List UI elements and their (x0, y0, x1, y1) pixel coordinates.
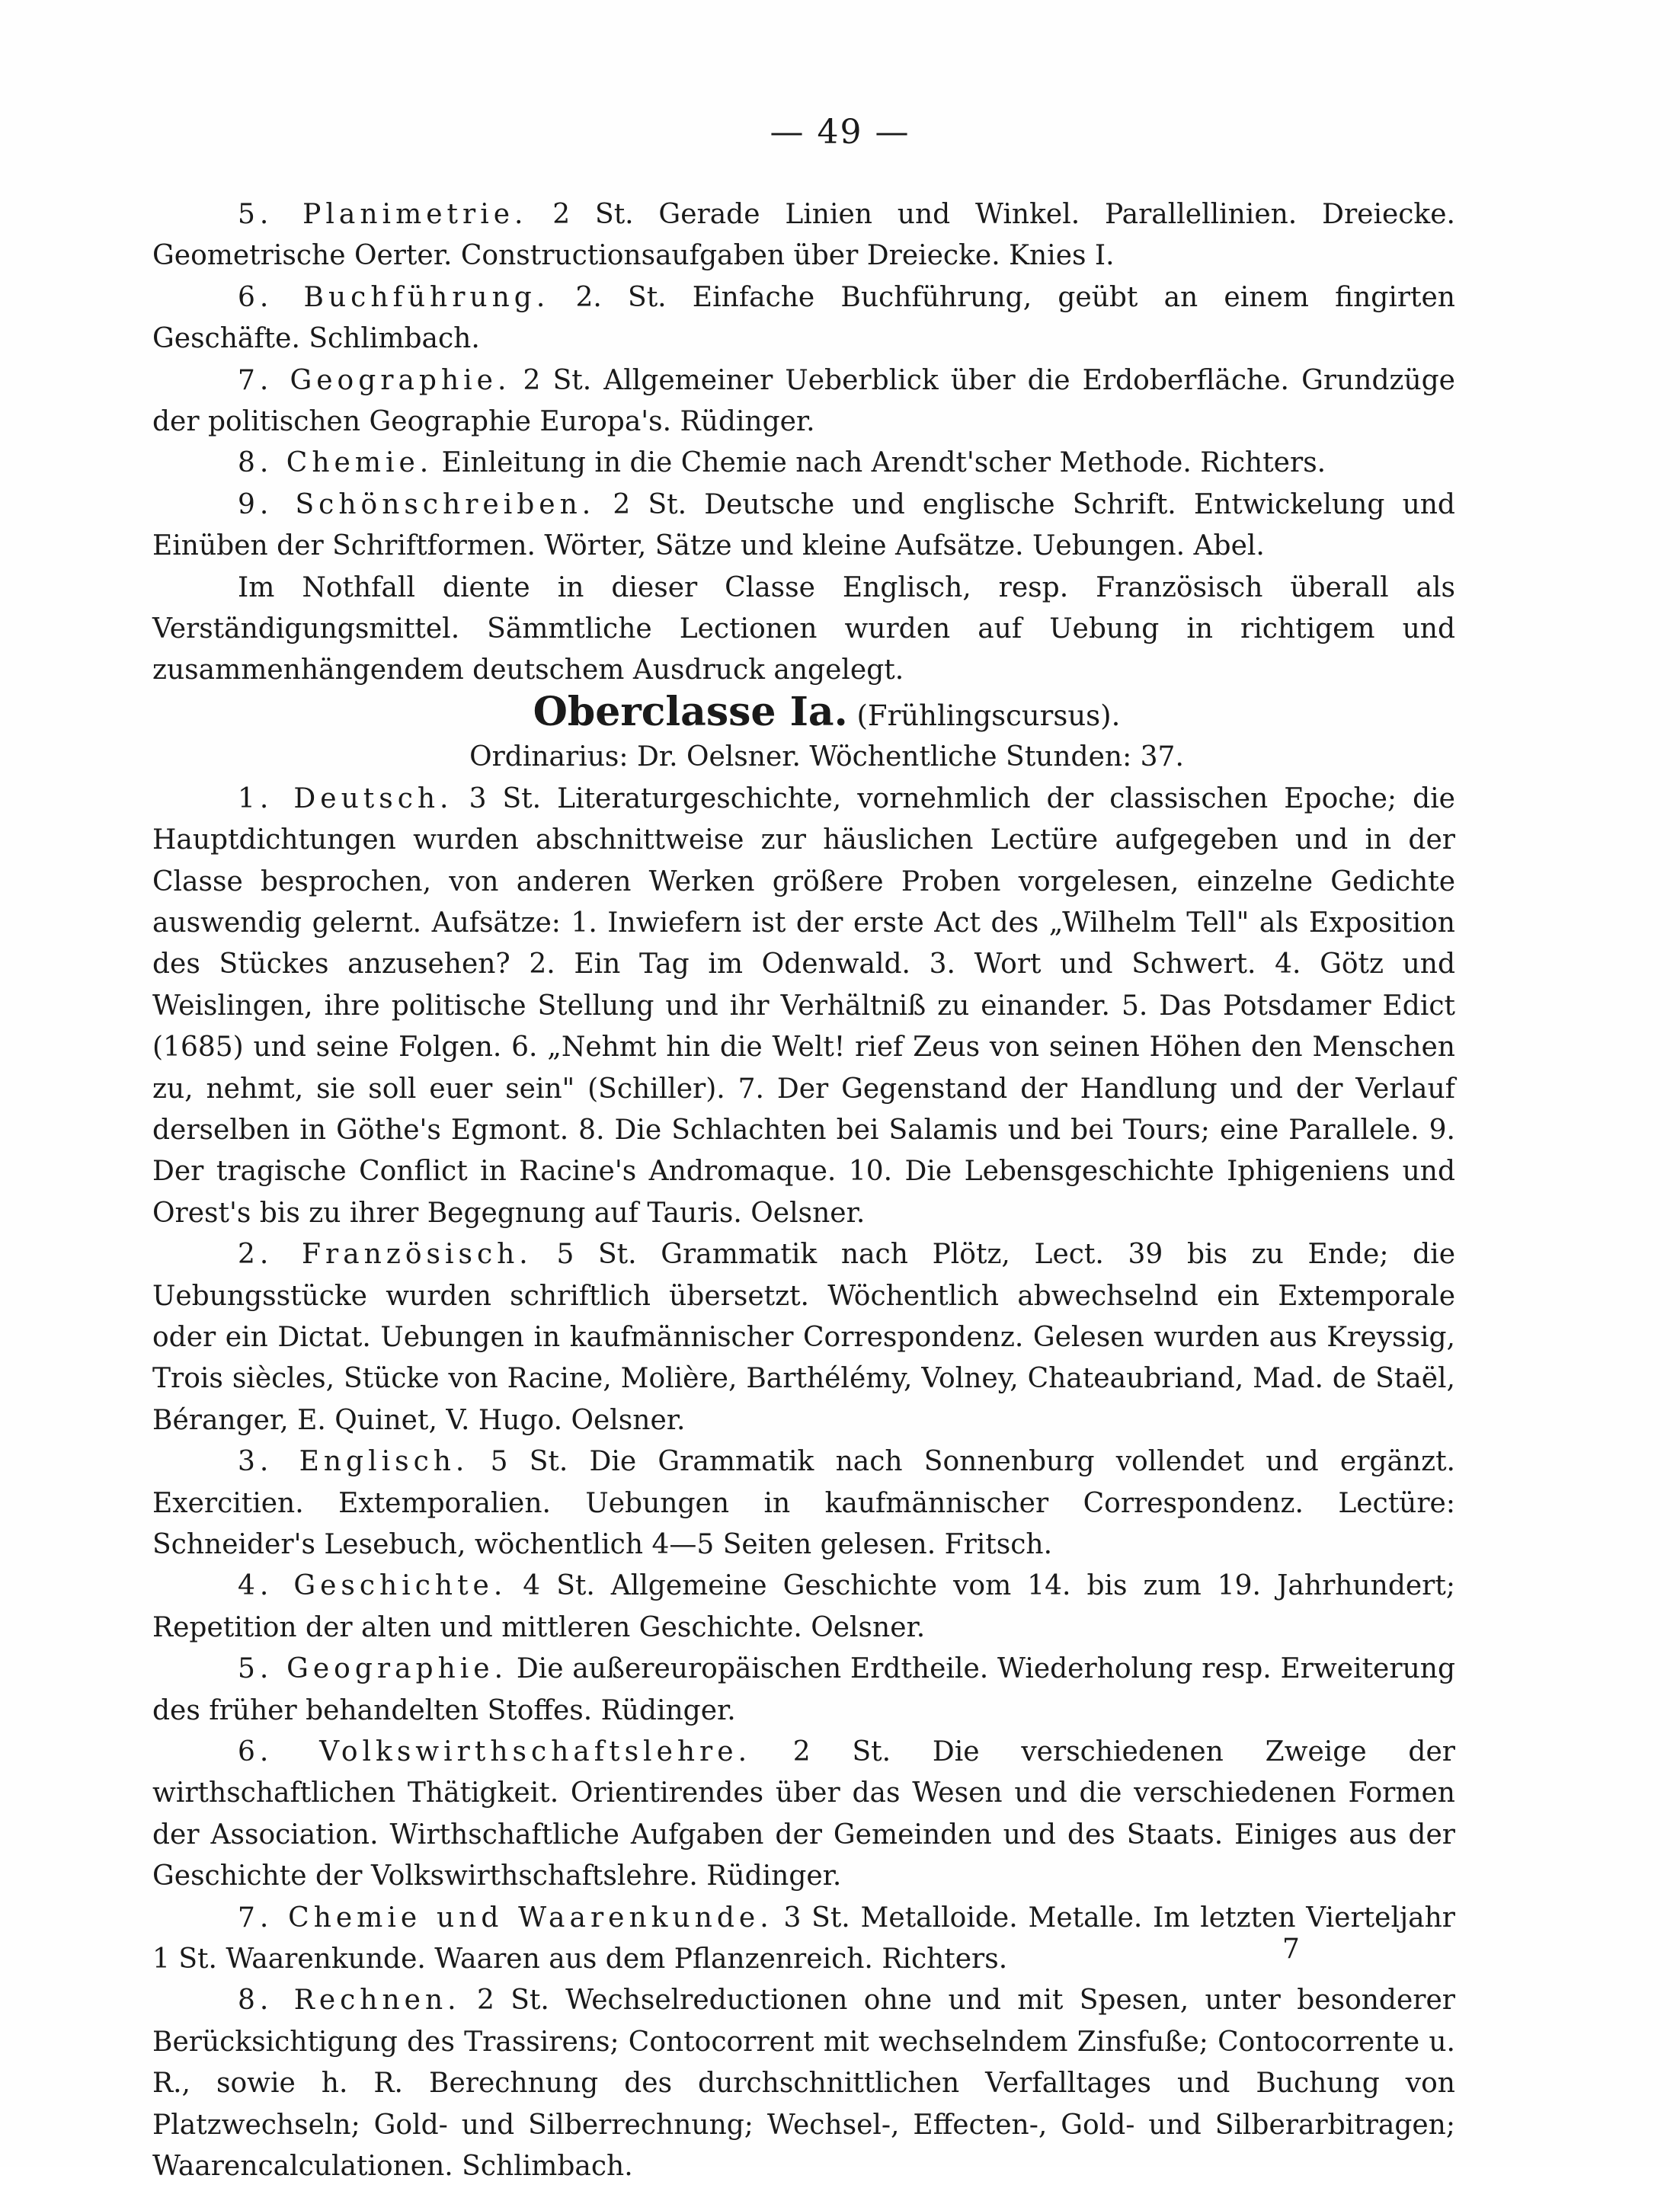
item-label: 7. Geographie. (238, 364, 511, 396)
list-item (152, 277, 1455, 360)
list-item (152, 194, 1455, 277)
item-text: 4 St. Allgemeine Geschichte vom 14. bis zum 19. Jahrhundert; Repetition der alten und mittleren Geschichte. Oelsner. (152, 1570, 1455, 1643)
item-text: 2. St. Einfache Buchführung, geübt an einem fingirten Geschäfte. Schlimbach. (152, 281, 1455, 355)
item-label: 2. Französisch. (238, 1239, 533, 1271)
item-label: 9. Schönschreiben. (238, 488, 596, 520)
list-item (152, 1234, 1455, 1441)
item-text: Einleitung in die Chemie nach Arendt'scher Methode. Richters. (433, 447, 1326, 479)
item-label: 6. Volkswirthschaftslehre. (238, 1736, 752, 1768)
item-text: 2 St. Deutsche und englische Schrift. Entwickelung und Einüben der Schriftformen. Wörter, Sätze und kleine Aufsätze. Uebungen. Abel. (152, 488, 1455, 562)
page-number: — 49 — (770, 113, 910, 152)
item-label: 1. Deutsch. (238, 782, 453, 814)
item-text: 2 St. Allgemeiner Ueberblick über die Erdoberfläche. Grundzüge der politischen Geographie Europa's. Rüdinger. (152, 364, 1455, 438)
list-item (152, 1566, 1455, 1649)
note-paragraph: Im Nothfall diente in dieser Classe Englisch, resp. Französisch überall als Verständigungsmittel. Sämmtliche Lectionen wurden auf Uebung in richtigem und zusammenhängendem deutschem Ausdruck angelegt. (152, 571, 1455, 686)
item-label: 5. Planimetrie. (238, 199, 528, 230)
item-text: Die außereuropäischen Erdtheile. Wiederholung resp. Erweiterung des früher behandelten Stoffes. Rüdinger. (152, 1653, 1455, 1726)
item-label: 5. Geographie. (238, 1653, 508, 1685)
section-subtitle: (Frühlingscursus). (856, 699, 1121, 732)
ordinarius-line: Ordinarius: Dr. Oelsner. Wöchentliche Stunden: 37. (469, 741, 1184, 773)
body-text (152, 194, 1455, 2188)
list-item (152, 779, 1455, 1234)
list-item (152, 485, 1455, 568)
item-text: 3 St. Literaturgeschichte, vornehmlich der classischen Epoche; die Hauptdichtungen wurden abschnittweise zur häuslichen Lectüre aufgegeben und in der Classe besprochen, von anderen Werken größere Proben vorgelesen, einzelne Gedichte auswendig gelernt. Aufsätze: 1. Inwiefern ist der erste Act des „Wilhelm Tell" als Exposition des Stückes anzusehen? 2. Ein Tag im Odenwald. 3. Wort und Schwert. 4. Götz und Weislingen, ihre politische Stellung und ihr Verhältniß zu einander. 5. Das Potsdamer Edict (1685) und seine Folgen. 6. „Nehmt hin die Welt! rief Zeus von seinen Höhen den Menschen zu, nehmt, sie soll euer sein" (Schiller). 7. Der Gegenstand der Handlung und der Verlauf derselben in Göthe's Egmont. 8. Die Schlachten bei Salamis und bei Tours; eine Parallele. 9. Der tragische Conflict in Racine's Andromaque. 10. Die Lebensgeschichte Iphigeniens und Orest's bis zu ihrer Begegnung auf Tauris. Oelsner. (152, 782, 1455, 1229)
list-item (152, 1980, 1455, 2187)
item-text: 2 St. Gerade Linien und Winkel. Parallellinien. Dreiecke. Geometrische Oerter. Constructionsaufgaben über Dreiecke. Knies I. (152, 199, 1455, 272)
section-heading (152, 688, 1455, 737)
list-item (152, 1898, 1455, 1981)
item-text: 2 St. Wechselreductionen ohne und mit Spesen, unter besonderer Berücksichtigung des Trassirens; Contocorrent mit wechselndem Zinsfuße; Contocorrente u. R., sowie h. R. Berechnung des durchschnittlichen Verfalltages und Buchung von Platzwechseln; Gold- und Silberrechnung; Wechsel-, Effecten-, Gold- und Silberarbitragen; Waarencalculationen. Schlimbach. (152, 1985, 1456, 2183)
item-label: 7. Chemie und Waarenkunde. (238, 1902, 773, 1934)
list-item (152, 1732, 1455, 1898)
list-item (152, 1441, 1455, 1566)
list-item (152, 360, 1455, 443)
list-item (152, 1649, 1455, 1732)
section-title: Oberclasse Ia. (533, 688, 848, 735)
item-text: 5 St. Die Grammatik nach Sonnenburg vollendet und ergänzt. Exercitien. Extemporalien. Uebungen in kaufmännischer Correspondenz. Lectüre: Schneider's Lesebuch, wöchentlich 4—5 Seiten gelesen. Fritsch. (152, 1446, 1455, 1560)
item-label: 8. Rechnen. (238, 1985, 461, 2017)
item-text: 3 St. Metalloide. Metalle. Im letzten Vierteljahr 1 St. Waarenkunde. Waaren aus dem Pflanzenreich. Richters. (152, 1902, 1456, 1975)
item-text: 2 St. Die verschiedenen Zweige der wirthschaftlichen Thätigkeit. Orientirendes über das Wesen und die verschiedenen Formen der Association. Wirthschaftliche Aufgaben der Gemeinden und des Staats. Einiges aus der Geschichte der Volkswirthschaftslehre. Rüdinger. (152, 1736, 1455, 1892)
item-label: 8. Chemie. (238, 447, 434, 479)
item-label: 4. Geschichte. (238, 1570, 507, 1602)
signature-number: 7 (1282, 1934, 1300, 1965)
item-label: 6. Buchführung. (238, 281, 550, 313)
item-label: 3. Englisch. (238, 1446, 469, 1478)
list-item (152, 443, 1455, 484)
item-text: 5 St. Grammatik nach Plötz, Lect. 39 bis zu Ende; die Uebungsstücke wurden schriftlich übersetzt. Wöchentlich abwechselnd ein Extemporale oder ein Dictat. Uebungen in kaufmännischer Correspondenz. Gelesen wurden aus Kreyssig, Trois siècles, Stücke von Racine, Molière, Barthélémy, Volney, Chateaubriand, Mad. de Staël, Béranger, E. Quinet, V. Hugo. Oelsner. (152, 1239, 1455, 1436)
